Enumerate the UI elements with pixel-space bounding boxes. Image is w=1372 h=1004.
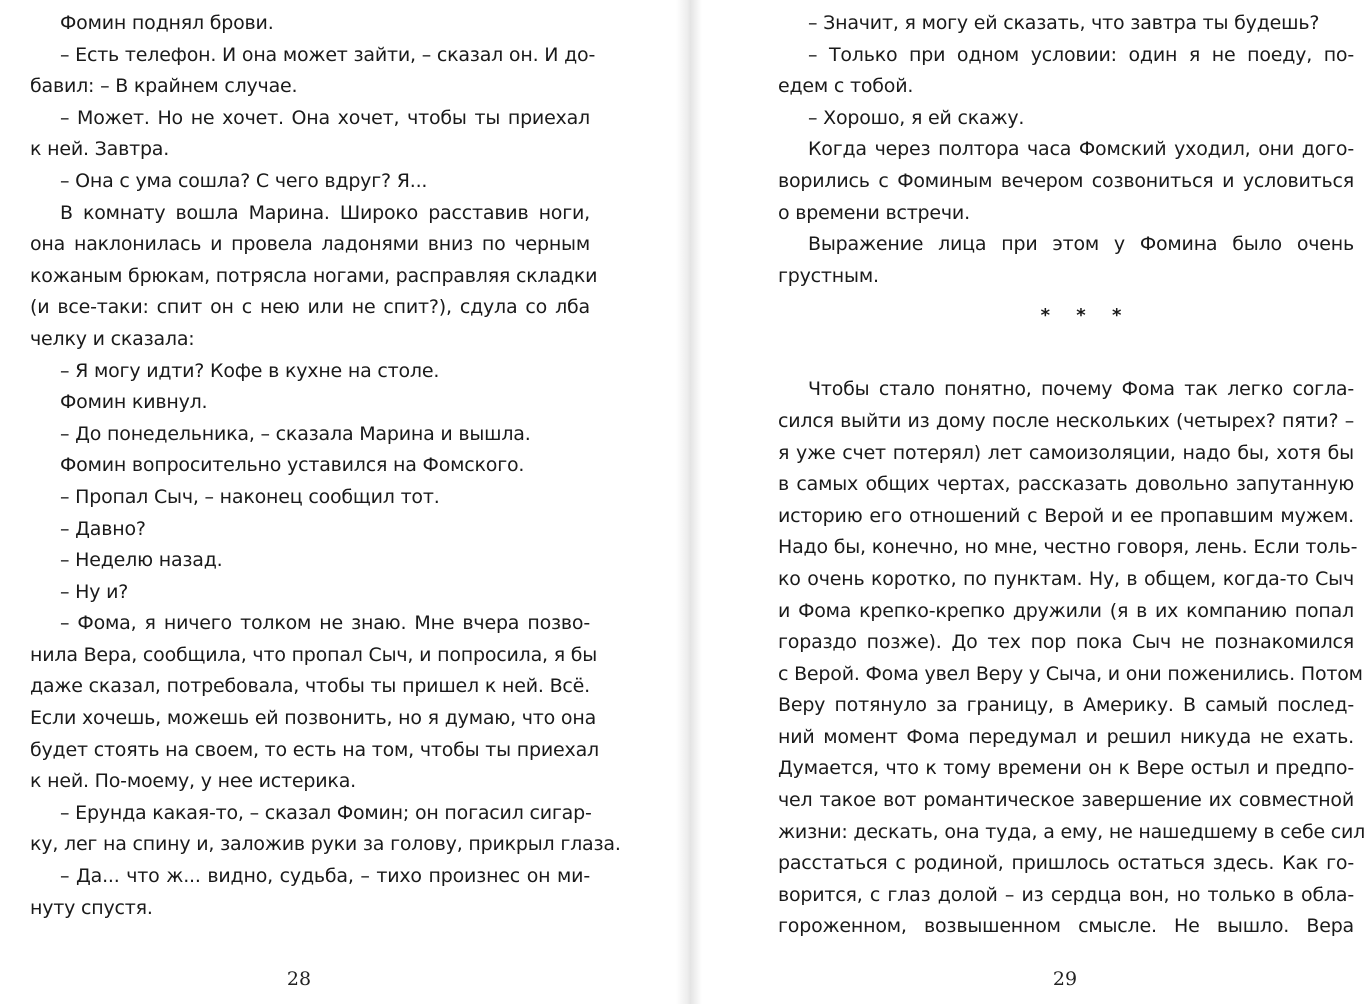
- text-line: ний момент Фома передумал и решил никуда не ехать.: [778, 725, 1354, 748]
- text-line: к ней. Завтра.: [30, 138, 170, 161]
- text-line: Фомин вопросительно уставился на Фомского.: [60, 454, 525, 477]
- text-line: гороженном, возвышенном смысле. Не вышло. Вера: [778, 915, 1354, 938]
- text-line: Фомин поднял брови.: [60, 12, 274, 34]
- right-page-text-after-break: [778, 374, 1366, 943]
- text-line: к ней. По-моему, у нее истерика.: [30, 770, 356, 793]
- text-line: в самых общих чертах, рассказать довольно запутанную: [778, 473, 1354, 496]
- text-line: с Верой. Фома увел Веру у Сыча, и они поженились. Потом: [778, 662, 1363, 685]
- text-line: – Я могу идти? Кофе в кухне на столе.: [60, 359, 440, 382]
- text-line: о времени встречи.: [778, 201, 970, 224]
- text-line: и Фома крепко-крепко дружили (я в их компанию попал: [778, 599, 1354, 622]
- text-line: нила Вера, сообщила, что пропал Сыч, и попросила, я бы: [30, 643, 598, 666]
- text-line: – Хорошо, я ей скажу.: [808, 106, 1025, 129]
- section-break: * * *: [1040, 305, 1132, 327]
- text-line: жизни: дескать, она туда, а ему, не нашедшему в себе сил: [778, 820, 1366, 843]
- text-line: – Неделю назад.: [60, 549, 223, 572]
- text-line: – Она с ума сошла? С чего вдруг? Я...: [60, 169, 428, 192]
- text-line: расстаться с родиной, пришлось остаться здесь. Как го-: [778, 852, 1354, 875]
- text-line: грустным.: [778, 264, 879, 287]
- right-page: [778, 8, 1366, 943]
- text-line: Чтобы стало понятно, почему Фома так легко согла-: [808, 378, 1354, 401]
- text-line: – Да... что ж... видно, судьба, – тихо произнес он ми-: [60, 865, 590, 888]
- right-page-text-before-break: [778, 8, 1354, 292]
- text-line: В комнату вошла Марина. Широко расставив ноги,: [60, 201, 590, 224]
- text-line: ворились с Фоминым вечером созвониться и условиться: [778, 169, 1354, 192]
- left-page: [30, 8, 621, 924]
- right-page-number: 29: [1052, 968, 1078, 990]
- text-line: будет стоять на своем, то есть на том, чтобы ты приехал: [30, 738, 599, 761]
- text-line: – Давно?: [60, 517, 146, 540]
- text-line: я уже счет потерял) лет самоизоляции, надо бы, хотя бы: [778, 441, 1354, 464]
- text-line: – Может. Но не хочет. Она хочет, чтобы ты приехал: [60, 106, 590, 129]
- text-line: ворится, с глаз долой – из сердца вон, но только в обла-: [778, 883, 1354, 906]
- text-line: – Ну и?: [60, 580, 129, 603]
- text-line: – Ерунда какая-то, – сказал Фомин; он погасил сигар-: [60, 801, 592, 824]
- text-line: ко очень коротко, по пунктам. Ну, в общем, когда-то Сыч: [778, 567, 1354, 590]
- text-line: Надо бы, конечно, но мне, честно говоря, лень. Если толь-: [778, 536, 1358, 559]
- text-line: Если хочешь, можешь ей позвонить, но я думаю, что она: [30, 707, 597, 730]
- text-line: бавил: – В крайнем случае.: [30, 75, 298, 98]
- text-line: нуту спустя.: [30, 896, 153, 919]
- left-page-text: [30, 8, 621, 924]
- left-page-number: 28: [286, 968, 312, 990]
- text-line: – Фома, я ничего толком не знаю. Мне вчера позво-: [60, 612, 590, 635]
- text-line: Веру потянуло за границу, в Америку. В самый послед-: [778, 694, 1354, 717]
- text-line: – Значит, я могу ей сказать, что завтра ты будешь?: [808, 12, 1320, 34]
- text-line: кожаным брюкам, потрясла ногами, расправляя складки: [30, 264, 598, 287]
- text-line: – Есть телефон. И она может зайти, – сказал он. И до-: [60, 43, 596, 66]
- text-line: даже сказал, потребовала, чтобы ты пришел к ней. Всё.: [30, 675, 590, 698]
- text-line: – Только при одном условии: один я не поеду, по-: [808, 43, 1354, 66]
- text-line: историю его отношений с Верой и ее пропавшим мужем.: [778, 504, 1354, 527]
- text-line: едем с тобой.: [778, 75, 914, 98]
- text-line: Выражение лица при этом у Фомина было очень: [808, 233, 1354, 256]
- text-line: сился выйти из дому после нескольких (четырех? пяти? –: [778, 409, 1354, 432]
- text-line: – Пропал Сыч, – наконец сообщил тот.: [60, 485, 440, 508]
- text-line: челку и сказала:: [30, 327, 195, 350]
- text-line: ку, лег на спину и, заложив руки за голову, прикрыл глаза.: [30, 833, 621, 856]
- text-line: (и все-таки: спит он с нею или не спит?), сдула со лба: [30, 296, 590, 319]
- book-gutter: [676, 0, 702, 1004]
- text-line: чел такое вот романтическое завершение их совместной: [778, 789, 1354, 812]
- text-line: Думается, что к тому времени он к Вере остыл и предпо-: [778, 757, 1354, 780]
- text-line: – До понедельника, – сказала Марина и вышла.: [60, 422, 531, 445]
- text-line: гораздо позже). До тех пор пока Сыч не познакомился: [778, 631, 1354, 654]
- text-line: Фомин кивнул.: [60, 391, 208, 414]
- text-line: Когда через полтора часа Фомский уходил, они дого-: [808, 138, 1354, 161]
- text-line: она наклонилась и провела ладонями вниз по черным: [30, 233, 590, 256]
